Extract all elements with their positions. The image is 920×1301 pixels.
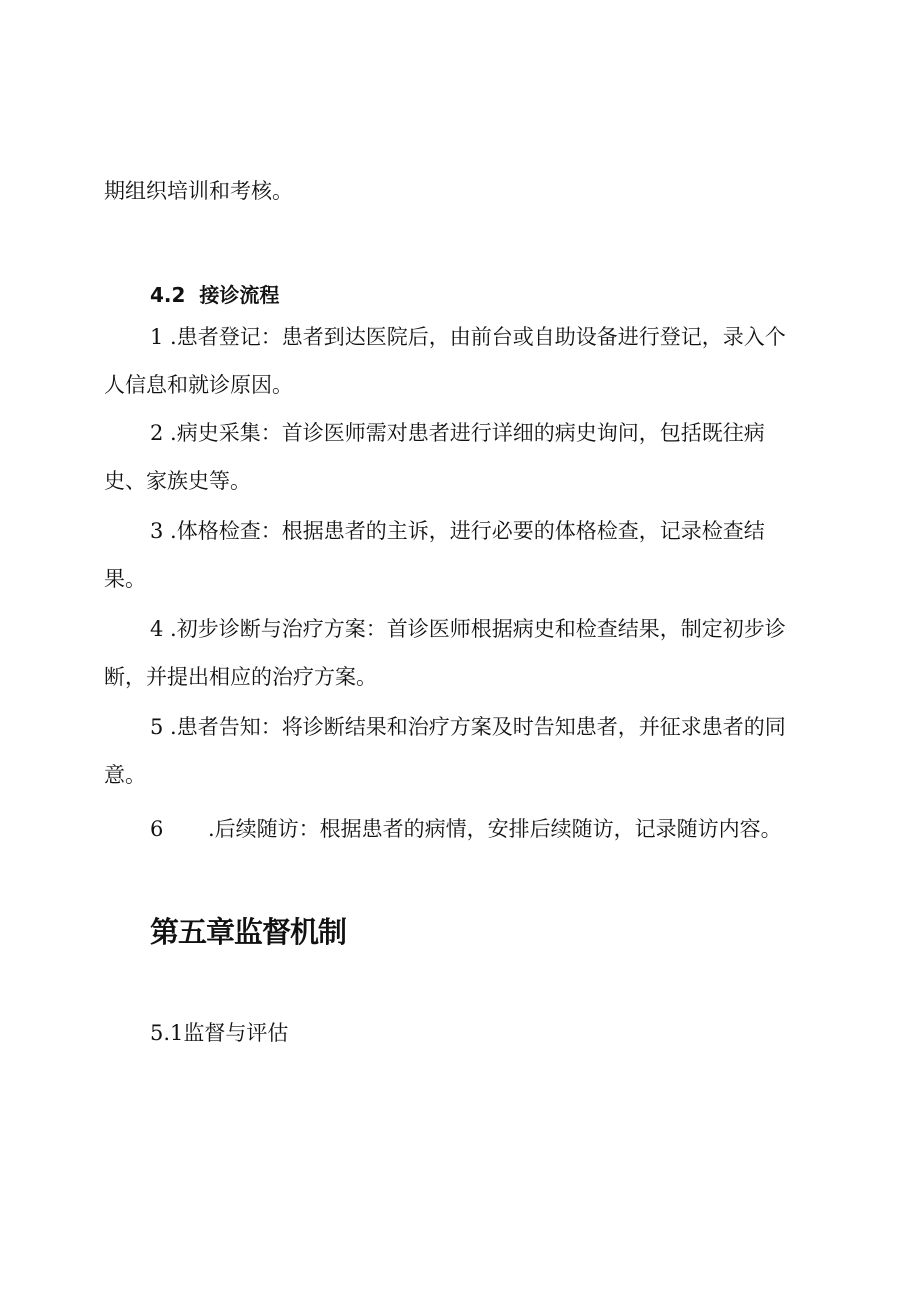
list-item: [150, 712, 786, 742]
list-item-continuation: 史、家族史等。: [104, 469, 251, 493]
list-item-number: 3: [150, 519, 164, 543]
list-item-text: .患者告知：将诊断结果和治疗方案及时告知患者，并征求患者的同: [163, 715, 786, 739]
list-item: [150, 322, 786, 352]
subsection-heading: 5.1监督与评估: [150, 1021, 289, 1045]
list-item-number: 4: [150, 617, 164, 641]
list-item-continuation: 意。: [104, 763, 146, 787]
list-item-text: .后续随访：根据患者的病情，安排后续随访，记录随访内容。: [208, 817, 782, 841]
section-number: 4.2: [150, 283, 186, 307]
section-title: 接诊流程: [199, 283, 280, 307]
list-item-continuation: 断，并提出相应的治疗方案。: [104, 665, 377, 689]
list-item-continuation: 人信息和就诊原因。: [104, 373, 293, 397]
list-item-text: .病史采集：首诊医师需对患者进行详细的病史询问，包括既往病: [163, 421, 765, 445]
list-item-text: .体格检查：根据患者的主诉，进行必要的体格检查，记录检查结: [163, 519, 765, 543]
list-item: [150, 614, 786, 644]
list-item-number: 5: [150, 715, 164, 739]
chapter-title: 第五章监督机制: [150, 915, 347, 949]
continuation-text: 期组织培训和考核。: [104, 179, 293, 203]
list-item-continuation: 果。: [104, 567, 146, 591]
list-item-text: .患者登记：患者到达医院后，由前台或自助设备进行登记，录入个: [163, 325, 786, 349]
list-item-number: 2: [150, 421, 164, 445]
list-item: [150, 418, 765, 448]
section-heading: [150, 280, 279, 310]
list-item: [150, 516, 765, 546]
list-item-text: .初步诊断与治疗方案：首诊医师根据病史和检查结果，制定初步诊: [163, 617, 786, 641]
list-item: [150, 814, 782, 844]
list-item-number: 6: [150, 817, 164, 841]
list-item-number: 1: [150, 325, 164, 349]
